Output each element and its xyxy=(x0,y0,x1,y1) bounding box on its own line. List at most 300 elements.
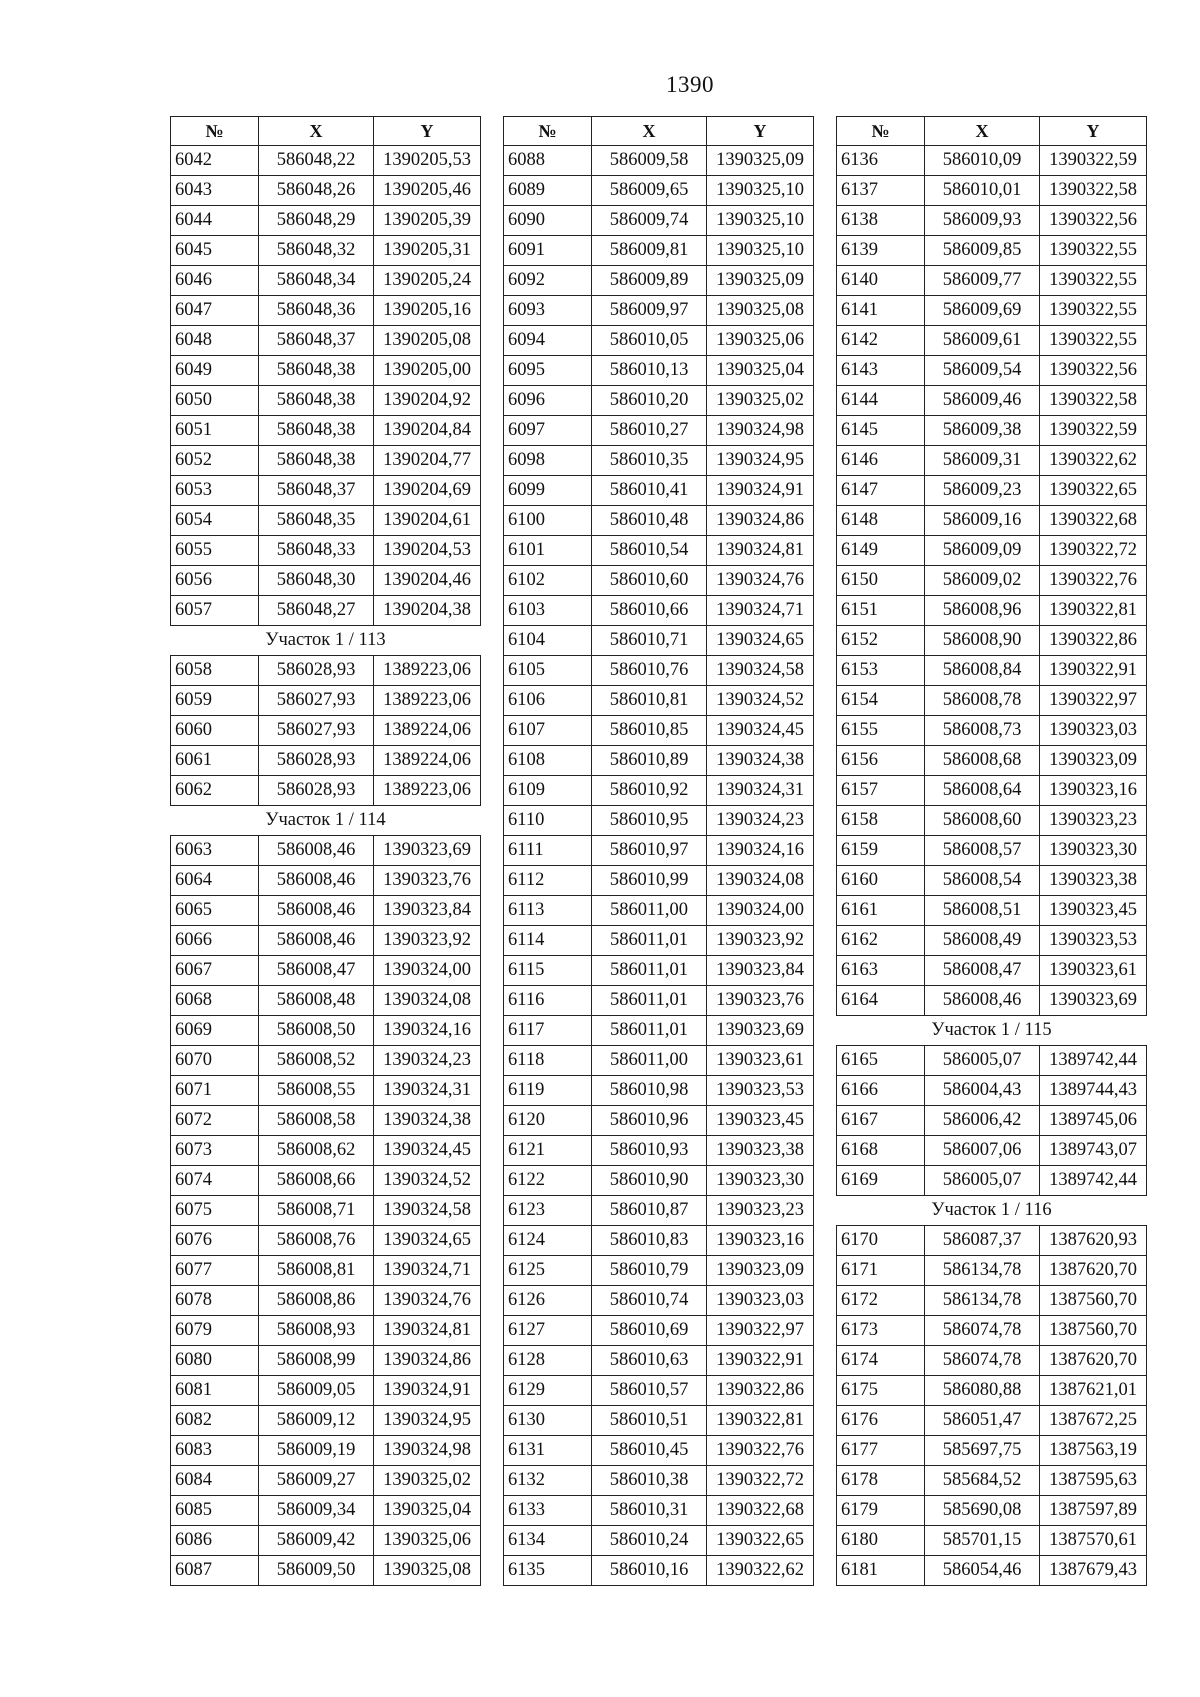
point-number: 6052 xyxy=(171,446,259,476)
coord-x: 586048,33 xyxy=(259,536,374,566)
point-number: 6168 xyxy=(837,1136,925,1166)
point-number: 6108 xyxy=(504,746,592,776)
coord-x: 586027,93 xyxy=(259,686,374,716)
coord-x: 586009,27 xyxy=(259,1466,374,1496)
table-row xyxy=(837,626,1147,656)
point-number: 6073 xyxy=(171,1136,259,1166)
coord-y: 1390323,38 xyxy=(1040,866,1147,896)
coord-x: 586010,81 xyxy=(592,686,707,716)
section-row xyxy=(171,626,481,656)
coord-y: 1390325,02 xyxy=(374,1466,481,1496)
table-row xyxy=(837,506,1147,536)
coord-y: 1387679,43 xyxy=(1040,1556,1147,1586)
coord-y: 1390325,04 xyxy=(374,1496,481,1526)
point-number: 6151 xyxy=(837,596,925,626)
coord-x: 586008,99 xyxy=(259,1346,374,1376)
point-number: 6082 xyxy=(171,1406,259,1436)
coord-y: 1390324,91 xyxy=(707,476,814,506)
coord-y: 1387595,63 xyxy=(1040,1466,1147,1496)
coord-y: 1390324,86 xyxy=(707,506,814,536)
table-row xyxy=(837,146,1147,176)
point-number: 6136 xyxy=(837,146,925,176)
coord-y: 1390324,31 xyxy=(374,1076,481,1106)
table-row xyxy=(504,746,814,776)
table-row xyxy=(171,1316,481,1346)
table-row xyxy=(837,1526,1147,1556)
coord-y: 1390204,61 xyxy=(374,506,481,536)
coord-x: 586010,89 xyxy=(592,746,707,776)
coord-x: 586005,07 xyxy=(925,1166,1040,1196)
coord-x: 586010,66 xyxy=(592,596,707,626)
coord-y: 1390322,91 xyxy=(1040,656,1147,686)
coord-x: 586011,01 xyxy=(592,1016,707,1046)
point-number: 6098 xyxy=(504,446,592,476)
coord-x: 586010,48 xyxy=(592,506,707,536)
table-row xyxy=(504,416,814,446)
point-number: 6140 xyxy=(837,266,925,296)
point-number: 6060 xyxy=(171,716,259,746)
table-row xyxy=(837,1346,1147,1376)
table-row xyxy=(171,1526,481,1556)
point-number: 6105 xyxy=(504,656,592,686)
coord-y: 1389223,06 xyxy=(374,776,481,806)
coord-x: 586008,96 xyxy=(925,596,1040,626)
point-number: 6062 xyxy=(171,776,259,806)
coord-x: 586027,93 xyxy=(259,716,374,746)
header-x: X xyxy=(592,117,707,146)
coord-y: 1390324,71 xyxy=(707,596,814,626)
point-number: 6067 xyxy=(171,956,259,986)
point-number: 6121 xyxy=(504,1136,592,1166)
table-row xyxy=(504,926,814,956)
coord-y: 1390324,23 xyxy=(374,1046,481,1076)
coord-x: 586009,61 xyxy=(925,326,1040,356)
coord-x: 586010,69 xyxy=(592,1316,707,1346)
point-number: 6127 xyxy=(504,1316,592,1346)
point-number: 6166 xyxy=(837,1076,925,1106)
table-row xyxy=(504,1016,814,1046)
table-row xyxy=(504,986,814,1016)
table-row xyxy=(171,506,481,536)
coord-y: 1390323,61 xyxy=(1040,956,1147,986)
point-number: 6150 xyxy=(837,566,925,596)
table-row xyxy=(504,626,814,656)
point-number: 6093 xyxy=(504,296,592,326)
table-row xyxy=(171,866,481,896)
header-y: Y xyxy=(374,117,481,146)
coord-y: 1390324,08 xyxy=(374,986,481,1016)
coord-x: 586009,42 xyxy=(259,1526,374,1556)
coord-y: 1390322,72 xyxy=(707,1466,814,1496)
coord-y: 1390322,56 xyxy=(1040,356,1147,386)
section-label: Участок 1 / 115 xyxy=(837,1016,1147,1046)
table-row xyxy=(171,536,481,566)
coord-x: 586008,90 xyxy=(925,626,1040,656)
coord-x: 586009,09 xyxy=(925,536,1040,566)
coord-x: 586048,38 xyxy=(259,446,374,476)
coord-x: 586134,78 xyxy=(925,1256,1040,1286)
coord-y: 1390325,10 xyxy=(707,176,814,206)
point-number: 6110 xyxy=(504,806,592,836)
coord-x: 586048,30 xyxy=(259,566,374,596)
coord-y: 1390204,53 xyxy=(374,536,481,566)
coord-y: 1390323,76 xyxy=(374,866,481,896)
coord-y: 1390205,39 xyxy=(374,206,481,236)
point-number: 6139 xyxy=(837,236,925,266)
coord-y: 1390325,09 xyxy=(707,146,814,176)
table-row xyxy=(171,386,481,416)
coord-x: 586011,00 xyxy=(592,1046,707,1076)
table-row xyxy=(504,686,814,716)
point-number: 6179 xyxy=(837,1496,925,1526)
point-number: 6144 xyxy=(837,386,925,416)
point-number: 6181 xyxy=(837,1556,925,1586)
header-number: № xyxy=(171,117,259,146)
coord-x: 586008,49 xyxy=(925,926,1040,956)
table-row xyxy=(504,236,814,266)
point-number: 6158 xyxy=(837,806,925,836)
coord-x: 586010,41 xyxy=(592,476,707,506)
coord-y: 1390323,30 xyxy=(707,1166,814,1196)
coord-x: 586009,23 xyxy=(925,476,1040,506)
coord-y: 1390322,76 xyxy=(707,1436,814,1466)
coord-y: 1389743,07 xyxy=(1040,1136,1147,1166)
point-number: 6057 xyxy=(171,596,259,626)
point-number: 6042 xyxy=(171,146,259,176)
coord-x: 586010,35 xyxy=(592,446,707,476)
coord-x: 586010,93 xyxy=(592,1136,707,1166)
coord-y: 1387672,25 xyxy=(1040,1406,1147,1436)
point-number: 6051 xyxy=(171,416,259,446)
coord-x: 586009,16 xyxy=(925,506,1040,536)
point-number: 6111 xyxy=(504,836,592,866)
table-row xyxy=(504,206,814,236)
table-row xyxy=(837,896,1147,926)
point-number: 6091 xyxy=(504,236,592,266)
coord-x: 586048,26 xyxy=(259,176,374,206)
coord-x: 586080,88 xyxy=(925,1376,1040,1406)
coord-y: 1390325,06 xyxy=(374,1526,481,1556)
table-row xyxy=(171,296,481,326)
point-number: 6119 xyxy=(504,1076,592,1106)
coord-x: 586048,38 xyxy=(259,386,374,416)
table-row xyxy=(171,1496,481,1526)
point-number: 6117 xyxy=(504,1016,592,1046)
coordinates-table-3 xyxy=(836,116,1147,1586)
table-row xyxy=(171,776,481,806)
point-number: 6161 xyxy=(837,896,925,926)
coord-x: 586009,69 xyxy=(925,296,1040,326)
table-row xyxy=(171,416,481,446)
section-label: Участок 1 / 113 xyxy=(171,626,481,656)
coord-x: 586009,97 xyxy=(592,296,707,326)
table-row xyxy=(837,1376,1147,1406)
coord-x: 586010,24 xyxy=(592,1526,707,1556)
point-number: 6169 xyxy=(837,1166,925,1196)
coord-x: 586010,79 xyxy=(592,1256,707,1286)
table-row xyxy=(837,656,1147,686)
point-number: 6099 xyxy=(504,476,592,506)
table-row xyxy=(171,1016,481,1046)
table-row xyxy=(171,1136,481,1166)
table-row xyxy=(837,206,1147,236)
coord-x: 586048,37 xyxy=(259,326,374,356)
point-number: 6046 xyxy=(171,266,259,296)
point-number: 6083 xyxy=(171,1436,259,1466)
point-number: 6138 xyxy=(837,206,925,236)
coord-x: 585684,52 xyxy=(925,1466,1040,1496)
table-row xyxy=(504,356,814,386)
coord-x: 586008,60 xyxy=(925,806,1040,836)
point-number: 6176 xyxy=(837,1406,925,1436)
table-row xyxy=(504,806,814,836)
coord-y: 1390324,58 xyxy=(374,1196,481,1226)
coord-x: 586009,31 xyxy=(925,446,1040,476)
table-row xyxy=(171,926,481,956)
table-row xyxy=(837,926,1147,956)
coord-y: 1390323,45 xyxy=(1040,896,1147,926)
table-row xyxy=(504,386,814,416)
point-number: 6087 xyxy=(171,1556,259,1586)
coord-x: 586010,85 xyxy=(592,716,707,746)
coord-y: 1390324,65 xyxy=(707,626,814,656)
coord-x: 586011,01 xyxy=(592,986,707,1016)
coord-x: 586009,81 xyxy=(592,236,707,266)
coord-y: 1390205,00 xyxy=(374,356,481,386)
header-x: X xyxy=(925,117,1040,146)
coord-x: 586008,58 xyxy=(259,1106,374,1136)
section-row xyxy=(837,1016,1147,1046)
coord-x: 586010,45 xyxy=(592,1436,707,1466)
coord-y: 1390323,23 xyxy=(707,1196,814,1226)
point-number: 6103 xyxy=(504,596,592,626)
coord-x: 586008,47 xyxy=(925,956,1040,986)
header-y: Y xyxy=(1040,117,1147,146)
coord-x: 586008,64 xyxy=(925,776,1040,806)
coord-x: 586010,38 xyxy=(592,1466,707,1496)
point-number: 6131 xyxy=(504,1436,592,1466)
point-number: 6164 xyxy=(837,986,925,1016)
table-row xyxy=(171,656,481,686)
point-number: 6096 xyxy=(504,386,592,416)
table-row xyxy=(837,1046,1147,1076)
table-row xyxy=(171,1406,481,1436)
coord-x: 586010,54 xyxy=(592,536,707,566)
point-number: 6056 xyxy=(171,566,259,596)
point-number: 6045 xyxy=(171,236,259,266)
point-number: 6124 xyxy=(504,1226,592,1256)
point-number: 6090 xyxy=(504,206,592,236)
point-number: 6133 xyxy=(504,1496,592,1526)
coord-x: 586009,12 xyxy=(259,1406,374,1436)
coord-y: 1390322,68 xyxy=(1040,506,1147,536)
point-number: 6178 xyxy=(837,1466,925,1496)
point-number: 6071 xyxy=(171,1076,259,1106)
table-row xyxy=(171,1166,481,1196)
coord-y: 1390204,77 xyxy=(374,446,481,476)
table-row xyxy=(171,146,481,176)
coord-y: 1390204,92 xyxy=(374,386,481,416)
section-row xyxy=(171,806,481,836)
coord-x: 586010,87 xyxy=(592,1196,707,1226)
table-row xyxy=(837,1076,1147,1106)
coord-y: 1390323,69 xyxy=(1040,986,1147,1016)
table-row xyxy=(837,1406,1147,1436)
coord-y: 1390324,00 xyxy=(707,896,814,926)
coord-y: 1390324,38 xyxy=(707,746,814,776)
point-number: 6154 xyxy=(837,686,925,716)
coord-y: 1390324,91 xyxy=(374,1376,481,1406)
table-header-row xyxy=(837,117,1147,146)
coord-y: 1390324,71 xyxy=(374,1256,481,1286)
coord-x: 586010,83 xyxy=(592,1226,707,1256)
coord-x: 586008,54 xyxy=(925,866,1040,896)
point-number: 6145 xyxy=(837,416,925,446)
section-label: Участок 1 / 114 xyxy=(171,806,481,836)
coord-x: 586010,98 xyxy=(592,1076,707,1106)
point-number: 6064 xyxy=(171,866,259,896)
table-row xyxy=(837,1106,1147,1136)
point-number: 6146 xyxy=(837,446,925,476)
coord-x: 586054,46 xyxy=(925,1556,1040,1586)
point-number: 6089 xyxy=(504,176,592,206)
coord-x: 586048,38 xyxy=(259,356,374,386)
coord-y: 1390324,98 xyxy=(707,416,814,446)
table-row xyxy=(171,986,481,1016)
coord-y: 1390323,16 xyxy=(1040,776,1147,806)
coord-x: 586009,34 xyxy=(259,1496,374,1526)
point-number: 6114 xyxy=(504,926,592,956)
table-row xyxy=(171,956,481,986)
table-row xyxy=(837,386,1147,416)
coord-y: 1390204,38 xyxy=(374,596,481,626)
coord-y: 1390204,69 xyxy=(374,476,481,506)
coord-x: 586028,93 xyxy=(259,746,374,776)
table-row xyxy=(504,716,814,746)
coord-y: 1390324,86 xyxy=(374,1346,481,1376)
point-number: 6104 xyxy=(504,626,592,656)
table-row xyxy=(837,1556,1147,1586)
table-row xyxy=(837,1316,1147,1346)
coord-y: 1390322,76 xyxy=(1040,566,1147,596)
point-number: 6066 xyxy=(171,926,259,956)
coord-y: 1390322,59 xyxy=(1040,416,1147,446)
table-row xyxy=(504,596,814,626)
coord-x: 586004,43 xyxy=(925,1076,1040,1106)
coord-x: 586009,85 xyxy=(925,236,1040,266)
table-row xyxy=(171,1196,481,1226)
coord-y: 1390322,97 xyxy=(707,1316,814,1346)
coord-y: 1390324,23 xyxy=(707,806,814,836)
coord-x: 586008,57 xyxy=(925,836,1040,866)
coord-y: 1390325,10 xyxy=(707,206,814,236)
coord-x: 586009,58 xyxy=(592,146,707,176)
table-row xyxy=(504,296,814,326)
point-number: 6095 xyxy=(504,356,592,386)
table-row xyxy=(504,1556,814,1586)
coord-x: 586074,78 xyxy=(925,1346,1040,1376)
table-row xyxy=(171,1286,481,1316)
table-row xyxy=(837,596,1147,626)
coord-x: 586009,02 xyxy=(925,566,1040,596)
coord-y: 1390324,81 xyxy=(707,536,814,566)
coord-x: 586074,78 xyxy=(925,1316,1040,1346)
table-row xyxy=(837,686,1147,716)
coord-y: 1390322,62 xyxy=(707,1556,814,1586)
coord-y: 1390324,16 xyxy=(707,836,814,866)
point-number: 6069 xyxy=(171,1016,259,1046)
coord-x: 586010,09 xyxy=(925,146,1040,176)
coord-x: 586008,52 xyxy=(259,1046,374,1076)
coord-y: 1390322,81 xyxy=(1040,596,1147,626)
coord-x: 586008,84 xyxy=(925,656,1040,686)
table-row xyxy=(171,1046,481,1076)
coord-y: 1390322,91 xyxy=(707,1346,814,1376)
point-number: 6097 xyxy=(504,416,592,446)
table-row xyxy=(837,476,1147,506)
coord-x: 586009,89 xyxy=(592,266,707,296)
point-number: 6180 xyxy=(837,1526,925,1556)
point-number: 6160 xyxy=(837,866,925,896)
point-number: 6058 xyxy=(171,656,259,686)
coord-x: 586010,99 xyxy=(592,866,707,896)
point-number: 6159 xyxy=(837,836,925,866)
coord-y: 1387620,93 xyxy=(1040,1226,1147,1256)
coord-y: 1390323,69 xyxy=(374,836,481,866)
point-number: 6128 xyxy=(504,1346,592,1376)
point-number: 6173 xyxy=(837,1316,925,1346)
coord-y: 1389742,44 xyxy=(1040,1166,1147,1196)
coord-y: 1390323,61 xyxy=(707,1046,814,1076)
coord-x: 586010,90 xyxy=(592,1166,707,1196)
table-row xyxy=(504,956,814,986)
coord-y: 1389744,43 xyxy=(1040,1076,1147,1106)
coord-y: 1387563,19 xyxy=(1040,1436,1147,1466)
point-number: 6115 xyxy=(504,956,592,986)
coord-y: 1390323,53 xyxy=(707,1076,814,1106)
table-row xyxy=(504,1316,814,1346)
header-number: № xyxy=(504,117,592,146)
coord-x: 586008,46 xyxy=(259,926,374,956)
point-number: 6076 xyxy=(171,1226,259,1256)
table-row xyxy=(171,176,481,206)
point-number: 6118 xyxy=(504,1046,592,1076)
coord-x: 586008,73 xyxy=(925,716,1040,746)
table-row xyxy=(504,1076,814,1106)
coord-y: 1389745,06 xyxy=(1040,1106,1147,1136)
table-row xyxy=(171,1226,481,1256)
coord-y: 1390322,97 xyxy=(1040,686,1147,716)
coord-y: 1389224,06 xyxy=(374,716,481,746)
coord-y: 1390322,56 xyxy=(1040,206,1147,236)
table-row xyxy=(504,266,814,296)
coord-x: 586008,71 xyxy=(259,1196,374,1226)
coord-x: 586007,06 xyxy=(925,1136,1040,1166)
point-number: 6163 xyxy=(837,956,925,986)
table-row xyxy=(171,1106,481,1136)
table-row xyxy=(504,1226,814,1256)
coord-y: 1390324,76 xyxy=(374,1286,481,1316)
table-row xyxy=(504,1496,814,1526)
point-number: 6126 xyxy=(504,1286,592,1316)
table-row xyxy=(504,866,814,896)
point-number: 6141 xyxy=(837,296,925,326)
coord-y: 1390324,95 xyxy=(707,446,814,476)
point-number: 6100 xyxy=(504,506,592,536)
table-row xyxy=(504,1136,814,1166)
coord-y: 1387570,61 xyxy=(1040,1526,1147,1556)
coord-x: 586009,50 xyxy=(259,1556,374,1586)
